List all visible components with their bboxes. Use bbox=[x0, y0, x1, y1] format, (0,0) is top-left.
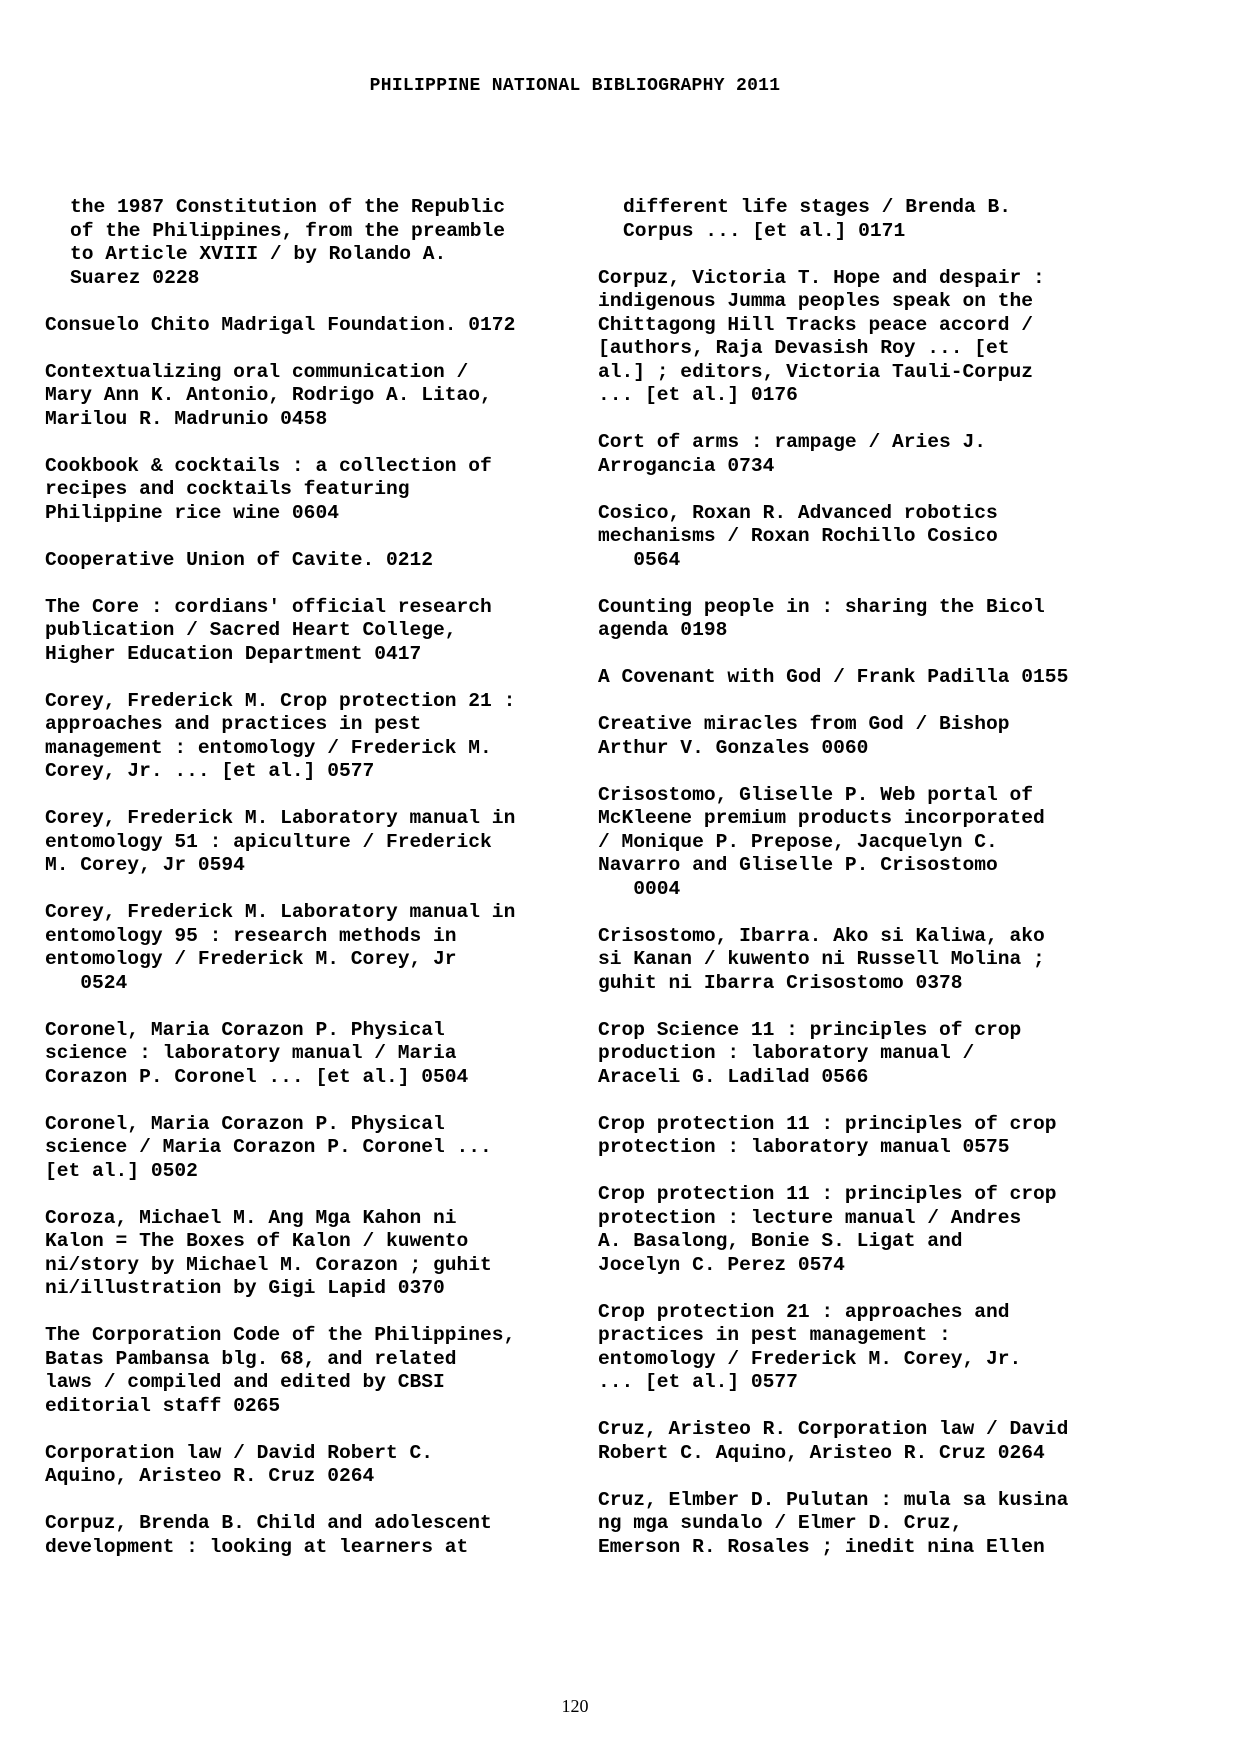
entry-line: Marilou R. Madrunio 0458 bbox=[45, 407, 328, 430]
bibliography-entry bbox=[45, 690, 555, 784]
entry-line: management : entomology / Frederick M. bbox=[45, 736, 492, 759]
bibliography-entry bbox=[598, 713, 1128, 760]
entry-line: Corey, Jr. ... [et al.] 0577 bbox=[45, 760, 375, 782]
bibliography-entry bbox=[45, 901, 555, 995]
entry-line: Cooperative Union of Cavite. 0212 bbox=[45, 548, 434, 571]
entry-line: Chittagong Hill Tracks peace accord / bbox=[598, 313, 1034, 336]
entry-line: Robert C. Aquino, Aristeo R. Cruz 0264 bbox=[598, 1441, 1045, 1464]
entry-line: Corey, Frederick M. Laboratory manual in bbox=[45, 807, 516, 829]
bibliography-entry bbox=[598, 1418, 1128, 1465]
entry-line: the 1987 Constitution of the Republic bbox=[70, 196, 506, 218]
bibliography-entry bbox=[598, 666, 1128, 690]
entry-line: entomology 95 : research methods in bbox=[45, 924, 457, 947]
entry-line: guhit ni Ibarra Crisostomo 0378 bbox=[598, 971, 963, 994]
entry-line: Corey, Frederick M. Laboratory manual in bbox=[45, 901, 516, 923]
bibliography-entry-continued bbox=[598, 196, 1128, 243]
entry-line: science / Maria Corazon P. Coronel ... bbox=[45, 1136, 492, 1158]
entry-line: Arthur V. Gonzales 0060 bbox=[598, 736, 869, 759]
entry-line: approaches and practices in pest bbox=[45, 713, 422, 735]
entry-line: 0564 bbox=[598, 548, 681, 571]
bibliography-entry bbox=[598, 431, 1128, 478]
entry-line: Crop protection 21 : approaches and bbox=[598, 1300, 1010, 1323]
entry-line: The Corporation Code of the Philippines, bbox=[45, 1324, 516, 1346]
bibliography-entry bbox=[45, 1019, 555, 1090]
entry-line: recipes and cocktails featuring bbox=[45, 478, 410, 500]
entry-line: protection : lecture manual / Andres bbox=[598, 1206, 1022, 1229]
bibliography-entry bbox=[45, 549, 555, 573]
entry-line: Corpuz, Victoria T. Hope and despair : bbox=[598, 266, 1045, 289]
bibliography-entry bbox=[598, 1019, 1128, 1090]
entry-line: [authors, Raja Devasish Roy ... [et bbox=[598, 337, 1010, 359]
left-column bbox=[45, 196, 555, 1583]
entry-line: M. Corey, Jr 0594 bbox=[45, 854, 245, 876]
entry-line: [et al.] 0502 bbox=[45, 1159, 198, 1182]
entry-line: Arrogancia 0734 bbox=[598, 454, 775, 477]
bibliography-entry bbox=[45, 1324, 555, 1418]
entry-line: Consuelo Chito Madrigal Foundation. 0172 bbox=[45, 313, 516, 336]
entry-line: different life stages / Brenda B. bbox=[623, 196, 1012, 218]
bibliography-entry bbox=[598, 267, 1128, 408]
entry-line: Emerson R. Rosales ; inedit nina Ellen bbox=[598, 1535, 1045, 1558]
entry-line: Coroza, Michael M. Ang Mga Kahon ni bbox=[45, 1206, 457, 1229]
entry-line: Corey, Frederick M. Crop protection 21 : bbox=[45, 689, 516, 712]
bibliography-entry bbox=[598, 1183, 1128, 1277]
entry-line: Jocelyn C. Perez 0574 bbox=[598, 1253, 845, 1276]
entry-line: Cosico, Roxan R. Advanced robotics bbox=[598, 501, 998, 524]
page-number: 120 bbox=[561, 1696, 589, 1716]
entry-line: Araceli G. Ladilad 0566 bbox=[598, 1065, 869, 1088]
entry-line: Corpus ... [et al.] 0171 bbox=[623, 219, 906, 242]
entry-line: McKleene premium products incorporated bbox=[598, 807, 1045, 829]
entry-line: Corporation law / David Robert C. bbox=[45, 1441, 434, 1464]
bibliography-entry bbox=[45, 361, 555, 432]
entry-line: Cruz, Elmber D. Pulutan : mula sa kusina bbox=[598, 1488, 1069, 1511]
entry-line: Higher Education Department 0417 bbox=[45, 642, 422, 665]
entry-line: Mary Ann K. Antonio, Rodrigo A. Litao, bbox=[45, 384, 492, 406]
entry-line: Coronel, Maria Corazon P. Physical bbox=[45, 1018, 445, 1041]
entry-line: Corazon P. Coronel ... [et al.] 0504 bbox=[45, 1065, 469, 1088]
entry-line: Cookbook & cocktails : a collection of bbox=[45, 454, 492, 477]
entry-line: science : laboratory manual / Maria bbox=[45, 1042, 457, 1064]
entry-line: Suarez 0228 bbox=[70, 266, 200, 289]
entry-line: Contextualizing oral communication / bbox=[45, 360, 469, 383]
entry-line: Kalon = The Boxes of Kalon / kuwento bbox=[45, 1230, 469, 1252]
entry-line: protection : laboratory manual 0575 bbox=[598, 1136, 1010, 1158]
entry-line: to Article XVIII / by Rolando A. bbox=[70, 243, 447, 265]
entry-line: practices in pest management : bbox=[598, 1324, 951, 1346]
bibliography-entry bbox=[598, 784, 1128, 902]
page-header: PHILIPPINE NATIONAL BIBLIOGRAPHY 2011 bbox=[369, 76, 781, 96]
entry-line: entomology / Frederick M. Corey, Jr. bbox=[598, 1347, 1022, 1370]
bibliography-entry bbox=[45, 596, 555, 667]
entry-line: agenda 0198 bbox=[598, 619, 728, 641]
entry-line: al.] ; editors, Victoria Tauli-Corpuz bbox=[598, 360, 1034, 383]
entry-line: entomology 51 : apiculture / Frederick bbox=[45, 830, 492, 853]
bibliography-entry bbox=[45, 1113, 555, 1184]
entry-line: mechanisms / Roxan Rochillo Cosico bbox=[598, 525, 998, 547]
entry-line: laws / compiled and edited by CBSI bbox=[45, 1371, 445, 1393]
entry-line: Cruz, Aristeo R. Corporation law / David bbox=[598, 1418, 1069, 1440]
bibliography-entry bbox=[598, 1113, 1128, 1160]
entry-line: indigenous Jumma peoples speak on the bbox=[598, 290, 1034, 312]
entry-line: Counting people in : sharing the Bicol bbox=[598, 595, 1045, 618]
entry-line: 0524 bbox=[45, 971, 128, 994]
entry-line: Corpuz, Brenda B. Child and adolescent bbox=[45, 1512, 492, 1534]
entry-line: editorial staff 0265 bbox=[45, 1394, 281, 1417]
entry-line: A Covenant with God / Frank Padilla 0155 bbox=[598, 666, 1069, 688]
entry-line: Navarro and Gliselle P. Crisostomo bbox=[598, 854, 998, 876]
entry-line: The Core : cordians' official research bbox=[45, 595, 492, 618]
bibliography-entry bbox=[45, 1512, 555, 1559]
bibliography-entry-continued bbox=[45, 196, 555, 290]
bibliography-entry bbox=[598, 1489, 1128, 1560]
entry-line: si Kanan / kuwento ni Russell Molina ; bbox=[598, 948, 1045, 970]
bibliography-entry bbox=[598, 502, 1128, 573]
entry-line: A. Basalong, Bonie S. Ligat and bbox=[598, 1230, 963, 1252]
entry-line: publication / Sacred Heart College, bbox=[45, 619, 457, 641]
right-column bbox=[598, 196, 1128, 1583]
entry-line: 0004 bbox=[598, 877, 681, 900]
entry-line: ... [et al.] 0176 bbox=[598, 384, 798, 406]
entry-line: of the Philippines, from the preamble bbox=[70, 219, 506, 242]
entry-line: Coronel, Maria Corazon P. Physical bbox=[45, 1112, 445, 1135]
entry-line: Batas Pambansa blg. 68, and related bbox=[45, 1347, 457, 1370]
entry-line: ni/story by Michael M. Corazon ; guhit bbox=[45, 1253, 492, 1276]
bibliography-entry bbox=[45, 455, 555, 526]
entry-line: Philippine rice wine 0604 bbox=[45, 501, 339, 524]
bibliography-entry bbox=[45, 314, 555, 338]
entry-line: Aquino, Aristeo R. Cruz 0264 bbox=[45, 1465, 375, 1487]
entry-line: Crisostomo, Gliselle P. Web portal of bbox=[598, 783, 1034, 806]
entry-line: ni/illustration by Gigi Lapid 0370 bbox=[45, 1277, 445, 1299]
bibliography-entry bbox=[45, 1207, 555, 1301]
entry-line: Cort of arms : rampage / Aries J. bbox=[598, 431, 987, 453]
entry-line: Crisostomo, Ibarra. Ako si Kaliwa, ako bbox=[598, 924, 1045, 947]
bibliography-entry bbox=[45, 1442, 555, 1489]
entry-line: / Monique P. Prepose, Jacquelyn C. bbox=[598, 830, 998, 853]
entry-line: ... [et al.] 0577 bbox=[598, 1371, 798, 1393]
bibliography-entry bbox=[45, 807, 555, 878]
bibliography-entry bbox=[598, 596, 1128, 643]
entry-line: development : looking at learners at bbox=[45, 1535, 469, 1558]
entry-line: entomology / Frederick M. Corey, Jr bbox=[45, 948, 457, 970]
entry-line: Creative miracles from God / Bishop bbox=[598, 713, 1010, 735]
entry-line: production : laboratory manual / bbox=[598, 1042, 975, 1064]
bibliography-entry bbox=[598, 925, 1128, 996]
entry-line: Crop protection 11 : principles of crop bbox=[598, 1183, 1057, 1205]
entry-line: Crop protection 11 : principles of crop bbox=[598, 1112, 1057, 1135]
entry-line: Crop Science 11 : principles of crop bbox=[598, 1018, 1022, 1041]
bibliography-entry bbox=[598, 1301, 1128, 1395]
entry-line: ng mga sundalo / Elmer D. Cruz, bbox=[598, 1512, 963, 1534]
